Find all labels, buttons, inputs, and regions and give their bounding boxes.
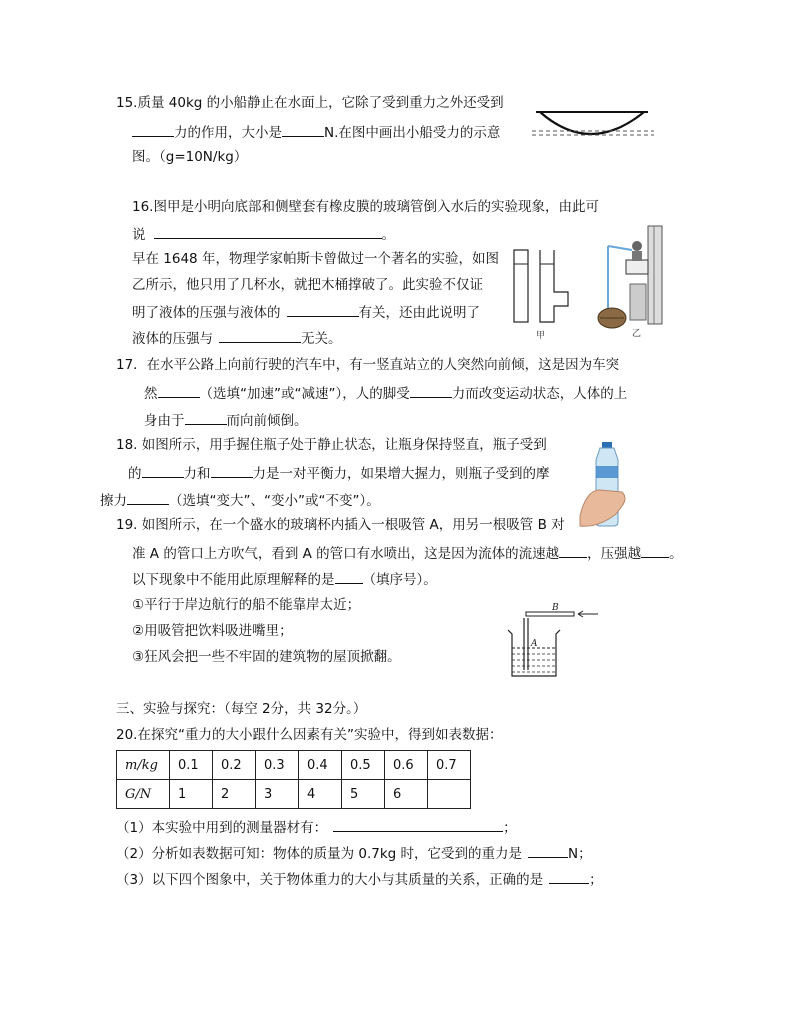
q19-option-2: ②用吸管把饮料吸进嘴里；: [132, 623, 293, 639]
answer-blank[interactable]: [528, 843, 568, 858]
support-post: [630, 284, 646, 320]
q19-text: 以下现象中不能用此原理解释的是: [132, 572, 335, 588]
table-row: [117, 751, 471, 780]
table-cell: 0.4: [299, 751, 342, 780]
glass-tube-1: [514, 250, 528, 322]
table-cell-empty[interactable]: [428, 780, 471, 809]
fig-label-b: B: [552, 603, 559, 613]
table-cell: 4: [299, 780, 342, 809]
table-row: [117, 780, 471, 809]
table-cell: 0.7: [428, 751, 471, 780]
q17-text: 而向前倾倒。: [226, 413, 308, 429]
answer-blank[interactable]: [641, 543, 669, 558]
q20-intro: 20.在探究“重力的大小跟什么因素有关”实验中，得到如表数据：: [116, 727, 503, 743]
q18-text: 擦力: [100, 493, 127, 509]
section-3-title: 三、实验与探究：（每空 2分，共 32分。）: [116, 701, 367, 717]
q15-text: 力的作用，大小是: [174, 125, 282, 141]
q19-line3: [132, 569, 437, 589]
table-cell: 0.1: [170, 751, 213, 780]
answer-blank[interactable]: [127, 490, 169, 505]
answer-blank[interactable]: [185, 410, 227, 425]
fig-label-yi: 乙: [632, 329, 642, 339]
mass-weight-table: [116, 750, 471, 809]
pascal-barrel-figure: [590, 224, 672, 340]
q16-line2: [132, 224, 395, 244]
thin-pipe: [608, 246, 632, 250]
balcony: [626, 260, 648, 274]
glass-tube-2: [540, 250, 568, 322]
table-cell: 6: [385, 780, 428, 809]
answer-blank[interactable]: [219, 328, 301, 343]
q15-text: N.在图中画出小船受力的示意: [324, 125, 501, 141]
q15-line2: [132, 122, 500, 142]
table-cell: 5: [342, 780, 385, 809]
answer-blank[interactable]: [142, 463, 184, 478]
q20-text: ；: [503, 820, 517, 836]
table-header-weight: G/N: [117, 780, 170, 809]
q17-text: （选填“加速”或“减速”），人的脚受: [199, 386, 410, 402]
table-cell: 0.5: [342, 751, 385, 780]
q17-line1: 17．在水平公路上向前行驶的汽车中，有一竖直站立的人突然向前倾，这是因为车突: [116, 357, 620, 373]
q16-text: 明了液体的压强与液体的: [132, 305, 281, 321]
answer-blank[interactable]: [559, 543, 587, 558]
q19-option-3: ③狂风会把一些不牢固的建筑物的屋顶掀翻。: [132, 649, 401, 665]
q16-line6: [132, 328, 342, 348]
fig-label-a: A: [531, 639, 538, 649]
person-head: [632, 241, 642, 251]
straw-experiment-figure: [504, 600, 614, 680]
bottle-hand-figure: [578, 440, 634, 528]
q19-text: 。: [423, 572, 437, 588]
answer-blank[interactable]: [158, 383, 200, 398]
table-cell: 3: [256, 780, 299, 809]
q20-text: （3）以下四个图象中，关于物体重力的大小与其质量的关系，正确的是: [116, 872, 544, 888]
answer-blank[interactable]: [333, 817, 503, 832]
q16-text: 。: [381, 227, 395, 243]
boat-figure: [530, 104, 656, 150]
q17-text: 力而改变运动状态，人体的上: [451, 386, 628, 402]
q17-line3: [144, 410, 308, 430]
answer-blank[interactable]: [154, 224, 382, 239]
table-cell: 1: [170, 780, 213, 809]
answer-blank[interactable]: [410, 383, 452, 398]
q15-line3: 图。（g=10N/kg）: [132, 149, 248, 165]
answer-blank[interactable]: [211, 463, 253, 478]
answer-blank[interactable]: [335, 569, 363, 584]
q18-text: （选填“变大”、“变小”或“不变”）。: [169, 493, 380, 509]
bottle-label: [596, 466, 618, 478]
q20-sub2: [116, 843, 592, 863]
q18-text: 力是一对平衡力，如果增大握力，则瓶子受到的摩: [252, 466, 550, 482]
person-body: [632, 251, 642, 261]
answer-blank[interactable]: [282, 122, 324, 137]
q18-line1: 18. 如图所示，用手握住瓶子处于静止状态，让瓶身保持竖直，瓶子受到: [116, 437, 547, 453]
straw-b: [526, 612, 574, 616]
building-wall: [648, 226, 662, 324]
q20-sub1: [116, 817, 517, 837]
answer-blank[interactable]: [287, 302, 359, 317]
q17-text: 身由于: [144, 413, 185, 429]
q18-text: 的: [128, 466, 142, 482]
q16-text: 有关，还由此说明了: [358, 305, 480, 321]
table-cell: 2: [213, 780, 256, 809]
q16-line3: 早在 1648 年，物理学家帕斯卡曾做过一个著名的实验，如图: [132, 251, 499, 267]
q16-line1: 16.图甲是小明向底部和侧壁套有橡皮膜的玻璃管倒入水后的实验现象，由此可: [132, 199, 599, 215]
q20-text: （1）本实验中用到的测量器材有：: [116, 820, 328, 836]
q19-text: 准 A 的管口上方吹气，看到 A 的管口有水喷出，这是因为流体的流速越: [132, 546, 560, 562]
tube-figure-jia: [508, 244, 588, 340]
q19-text: ，压强越: [587, 546, 642, 562]
q19-text: （填序号）: [362, 572, 424, 588]
q16-text: 液体的压强与: [132, 331, 213, 347]
bottle-cap: [602, 442, 612, 448]
q16-text: 说: [132, 227, 146, 243]
q19-line1: 19. 如图所示，在一个盛水的玻璃杯内插入一根吸管 A，用另一根吸管 B 对: [116, 517, 565, 533]
q19-text: 。: [669, 546, 683, 562]
q20-text: N；: [568, 846, 592, 862]
q16-line5: [132, 302, 480, 322]
q18-line2: [128, 463, 550, 483]
q20-text: （2）分析如表数据可知：物体的质量为 0.7kg 时，它受到的重力是: [116, 846, 523, 862]
answer-blank[interactable]: [132, 122, 174, 137]
q18-text: 力和: [183, 466, 211, 482]
q17-text: 然: [144, 386, 158, 402]
q15-line1: 15.质量 40kg 的小船静止在水面上，它除了受到重力之外还受到: [116, 95, 504, 111]
q19-option-1: ①平行于岸边航行的船不能靠岸太近；: [132, 597, 361, 613]
table-cell: 0.2: [213, 751, 256, 780]
glass-cup: [508, 630, 560, 676]
table-cell: 0.3: [256, 751, 299, 780]
answer-blank[interactable]: [549, 869, 589, 884]
q20-sub3: [116, 869, 603, 889]
q16-line4: 乙所示，他只用了几杯水，就把木桶撑破了。此实验不仅证: [132, 277, 483, 293]
q17-line2: [144, 383, 627, 403]
q16-text: 无关。: [301, 331, 342, 347]
table-cell: 0.6: [385, 751, 428, 780]
table-header-mass: m/kg: [117, 751, 170, 780]
q20-text: ；: [589, 872, 603, 888]
fig-label-jia: 甲: [536, 331, 546, 340]
q19-line2: [132, 543, 683, 563]
q18-line3: [100, 490, 380, 510]
